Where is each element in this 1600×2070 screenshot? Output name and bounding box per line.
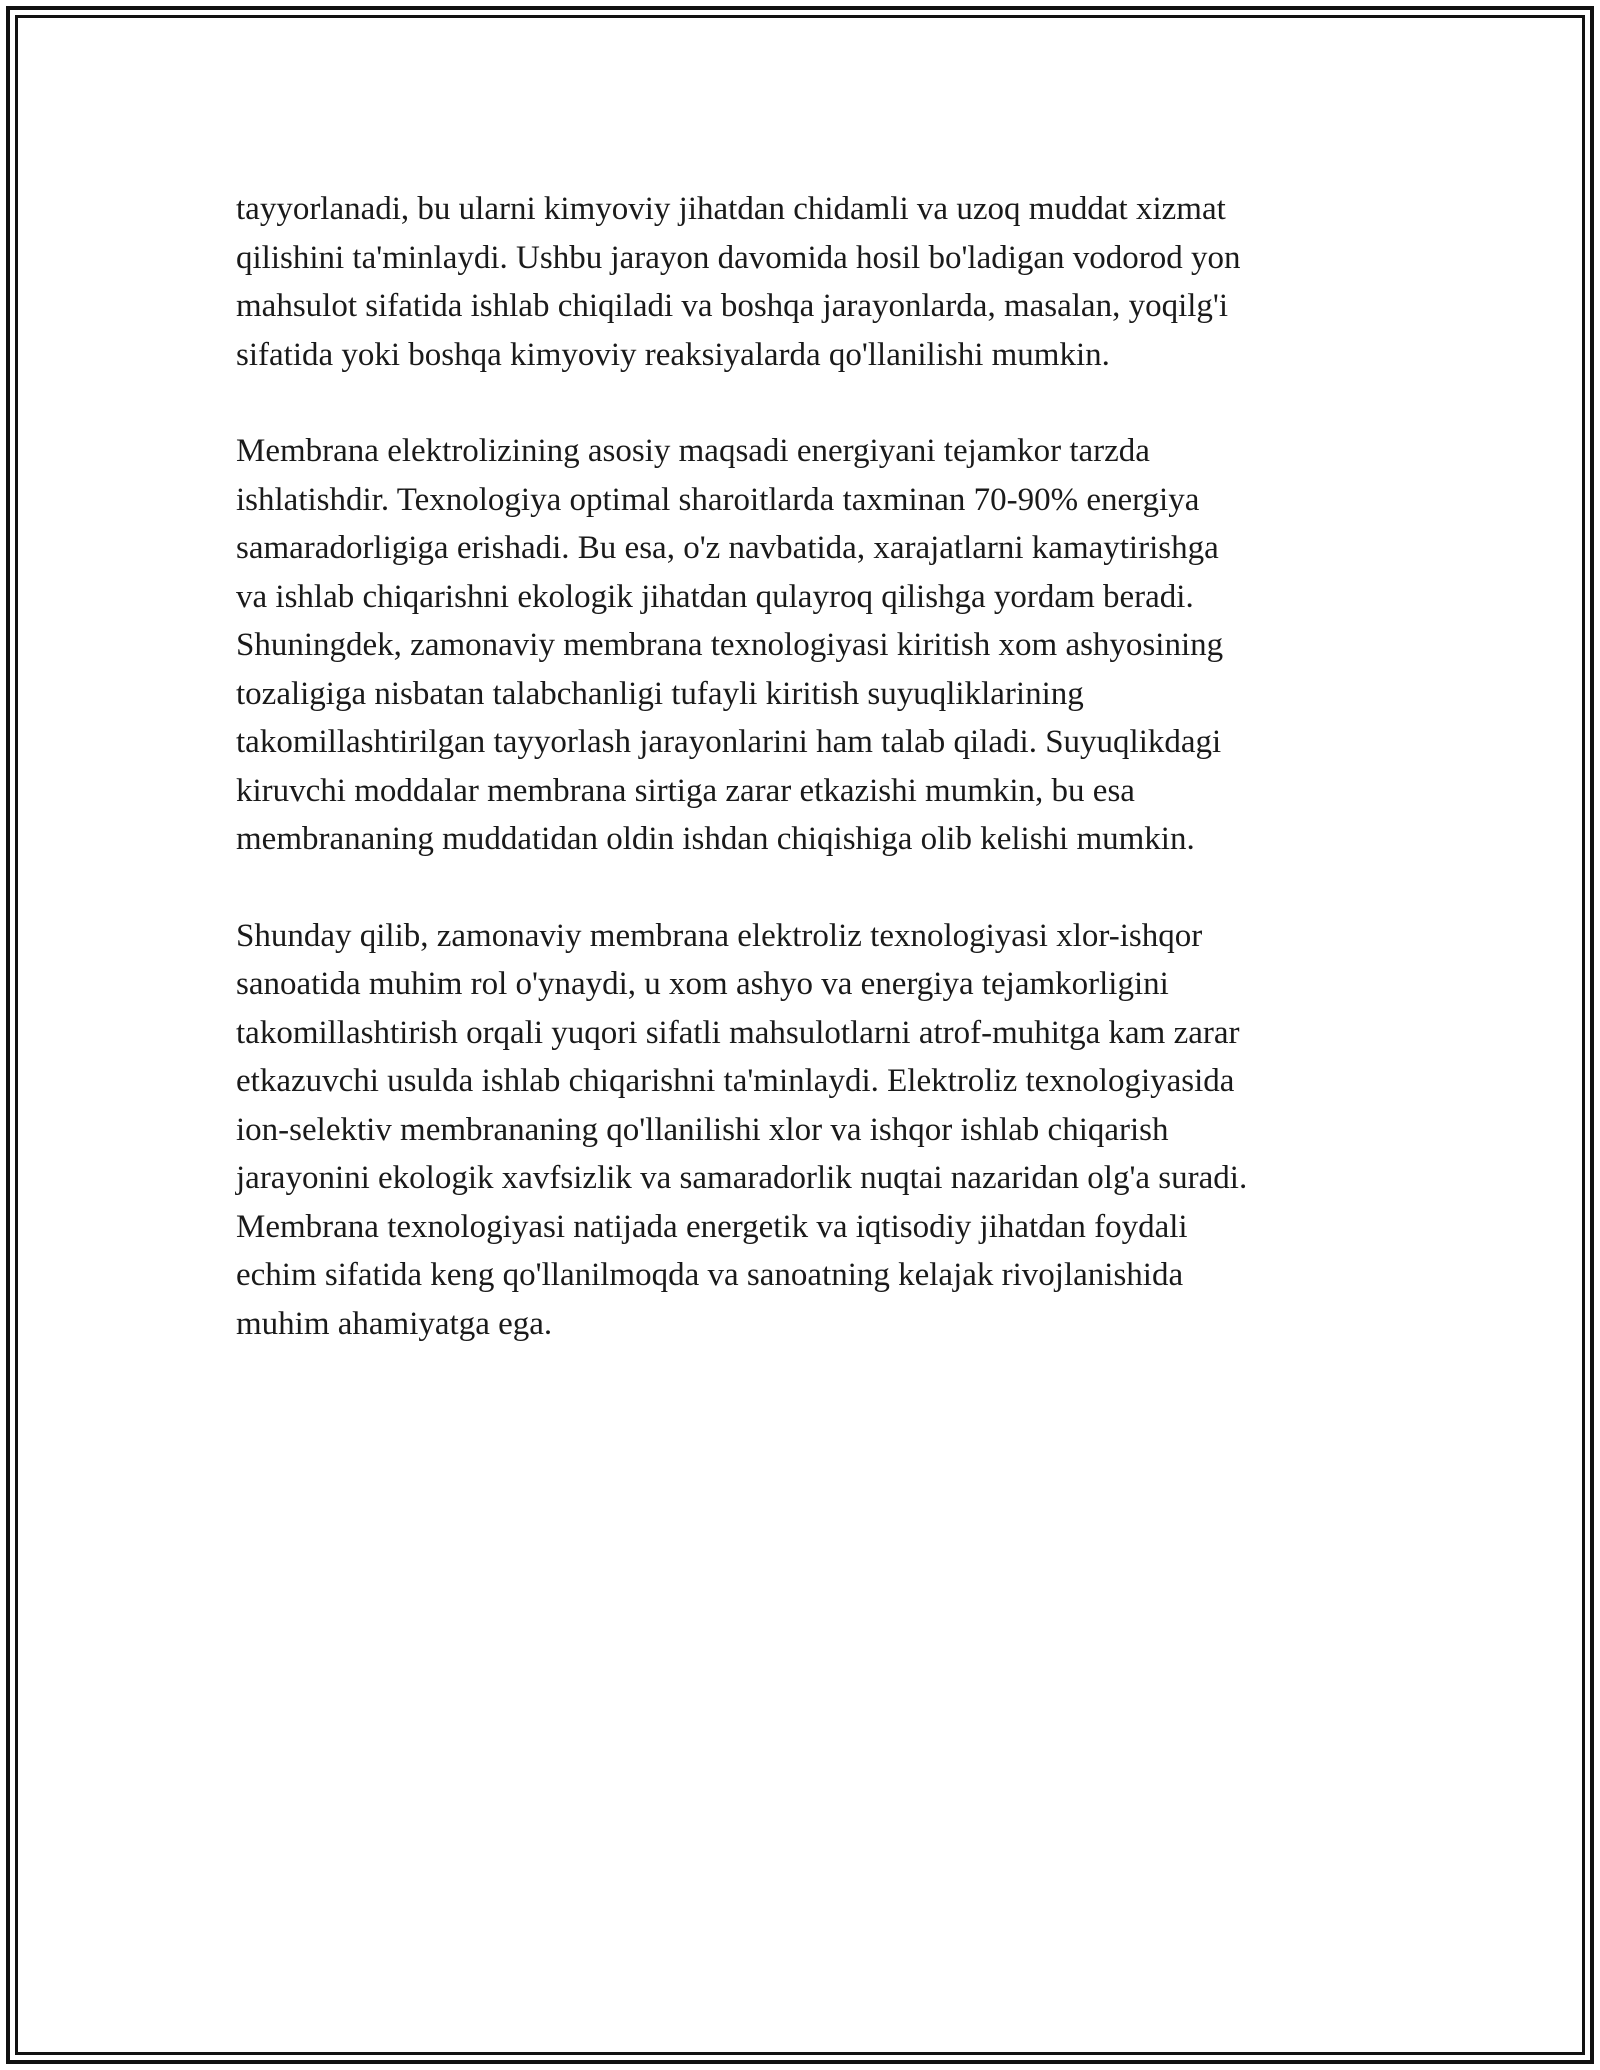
text-line: Shuningdek, zamonaviy membrana texnologiyasi kiritish xom ashyosining (236, 627, 1224, 663)
text-line: samaradorligiga erishadi. Bu esa, o'z navbatida, xarajatlarni kamaytirishga (236, 530, 1219, 566)
text-line: takomillashtirilgan tayyorlash jarayonlarini ham talab qiladi. Suyuqlikdagi (236, 724, 1222, 760)
text-line: qilishini ta'minlaydi. Ushbu jarayon davomida hosil bo'ladigan vodorod yon (236, 239, 1241, 276)
text-line: tozaligiga nisbatan talabchanligi tufayli kiritish suyuqliklarining (236, 675, 1084, 712)
text-line: va ishlab chiqarishni ekologik jihatdan qulayroq qilishga yordam beradi. (236, 578, 1194, 615)
paragraph-3 (236, 912, 1366, 1349)
text-line: mahsulot sifatida ishlab chiqiladi va boshqa jarayonlarda, masalan, yoqilg'i (236, 288, 1229, 324)
text-line: membrananing muddatidan oldin ishdan chiqishiga olib kelishi mumkin. (236, 821, 1195, 857)
text-line: Shunday qilib, zamonaviy membrana elektroliz texnologiyasi xlor-ishqor (236, 917, 1203, 954)
text-line: ion-selektiv membrananing qo'llanilishi xlor va ishqor ishlab chiqarish (236, 1111, 1169, 1148)
text-line: takomillashtirish orqali yuqori sifatli mahsulotlarni atrof-muhitga kam zarar (236, 1014, 1240, 1051)
text-line: jarayonini ekologik xavfsizlik va samaradorlik nuqtai nazaridan olg'a suradi. (236, 1160, 1248, 1196)
text-line: tayyorlanadi, bu ularni kimyoviy jihatdan chidamli va uzoq muddat xizmat (236, 191, 1226, 227)
text-line: sanoatida muhim rol o'ynaydi, u xom ashyo va energiya tejamkorligini (236, 966, 1169, 1002)
text-line: echim sifatida keng qo'llanilmoqda va sanoatning kelajak rivojlanishida (236, 1257, 1184, 1293)
text-line: Membrana texnologiyasi natijada energetik va iqtisodiy jihatdan foydali (236, 1208, 1188, 1245)
document-body (236, 185, 1366, 1396)
paragraph-1 (236, 185, 1366, 379)
text-line: kiruvchi moddalar membrana sirtiga zarar etkazishi mumkin, bu esa (236, 772, 1135, 809)
text-line: ishlatishdir. Texnologiya optimal sharoitlarda taxminan 70-90% energiya (236, 481, 1200, 518)
text-line: sifatida yoki boshqa kimyoviy reaksiyalarda qo'llanilishi mumkin. (236, 336, 1110, 373)
paragraph-2 (236, 427, 1366, 864)
text-line: etkazuvchi usulda ishlab chiqarishni ta'minlaydi. Elektroliz texnologiyasida (236, 1063, 1235, 1099)
text-line: Membrana elektrolizining asosiy maqsadi energiyani tejamkor tarzda (236, 433, 1150, 469)
text-line: muhim ahamiyatga ega. (236, 1305, 553, 1342)
